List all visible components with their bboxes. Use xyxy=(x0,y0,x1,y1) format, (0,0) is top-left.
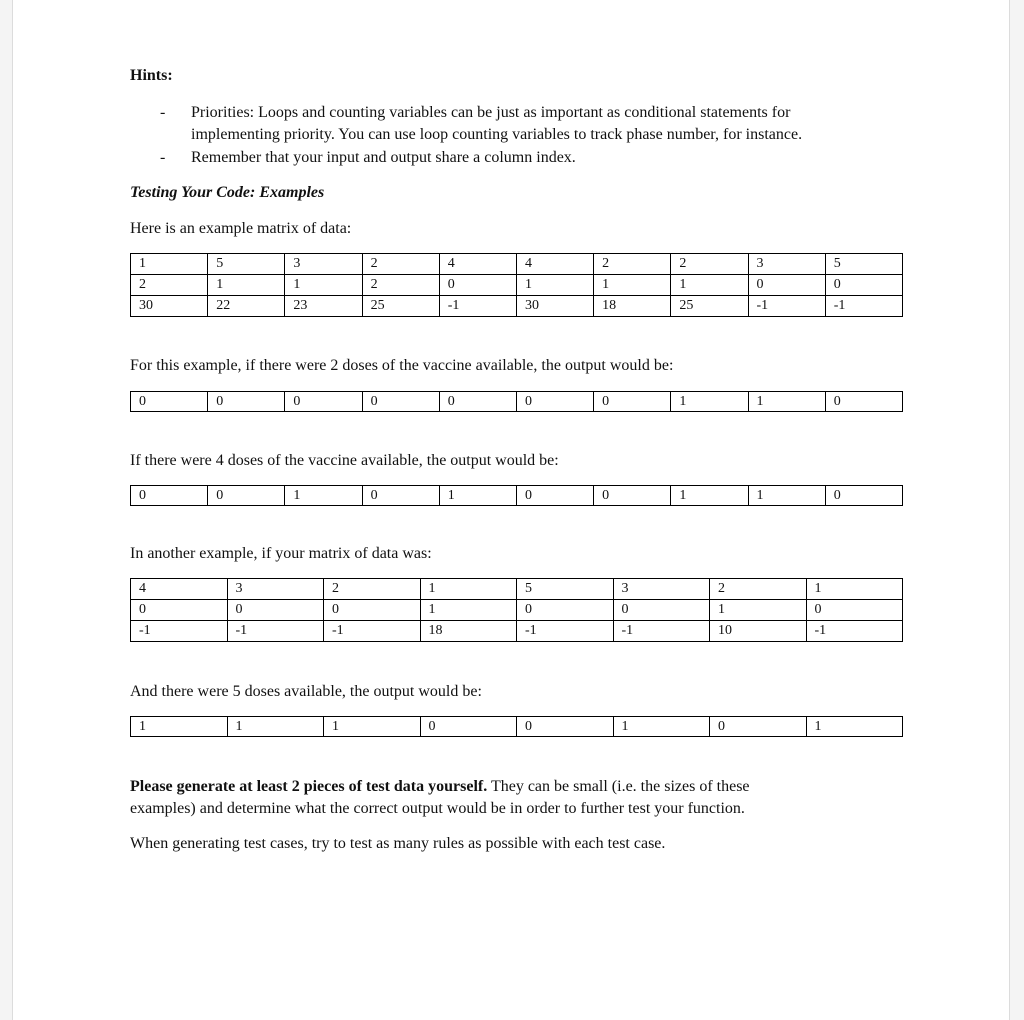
table-cell: 23 xyxy=(285,296,362,317)
table-cell: 1 xyxy=(439,486,516,506)
table-cell: -1 xyxy=(613,621,710,642)
table-cell: 5 xyxy=(208,254,285,275)
table-cell: 0 xyxy=(825,275,902,296)
table-cell: 0 xyxy=(420,717,517,737)
example2-caption-output: And there were 5 doses available, the output would be: xyxy=(130,683,482,700)
table-cell: 2 xyxy=(324,579,421,600)
table-row xyxy=(131,579,903,600)
table-cell: 2 xyxy=(362,275,439,296)
table-cell: 1 xyxy=(420,600,517,621)
table-cell: 0 xyxy=(131,486,208,506)
table-row xyxy=(131,486,903,506)
table-cell: 1 xyxy=(131,717,228,737)
table-cell: 1 xyxy=(594,275,671,296)
table-cell: 0 xyxy=(208,392,285,412)
table-cell: 25 xyxy=(362,296,439,317)
table-cell: 1 xyxy=(671,392,748,412)
table-cell: 3 xyxy=(748,254,825,275)
closing-line2: examples) and determine what the correct output would be in order to further test your function. xyxy=(130,800,745,817)
table-cell: 0 xyxy=(710,717,807,737)
example1-intro: Here is an example matrix of data: xyxy=(130,220,352,237)
closing-line1 xyxy=(130,777,750,797)
example1-output-4-doses-table xyxy=(130,485,903,506)
table-cell: 1 xyxy=(420,579,517,600)
table-cell: 1 xyxy=(208,275,285,296)
example1-caption-4-doses: If there were 4 doses of the vaccine available, the output would be: xyxy=(130,452,559,469)
table-cell: 0 xyxy=(806,600,903,621)
table-cell: 0 xyxy=(613,600,710,621)
table-cell: 1 xyxy=(806,579,903,600)
table-cell: -1 xyxy=(517,621,614,642)
table-cell: 0 xyxy=(131,392,208,412)
table-cell: 2 xyxy=(710,579,807,600)
table-cell: 0 xyxy=(748,275,825,296)
bullet-dash: - xyxy=(160,149,166,166)
table-cell: 18 xyxy=(594,296,671,317)
table-row xyxy=(131,296,903,317)
hints-title: Hints: xyxy=(130,67,173,84)
table-cell: 1 xyxy=(324,717,421,737)
table-cell: 0 xyxy=(825,392,902,412)
table-cell: 0 xyxy=(208,486,285,506)
table-cell: 30 xyxy=(131,296,208,317)
table-cell: 5 xyxy=(825,254,902,275)
table-cell: 2 xyxy=(594,254,671,275)
table-cell: 0 xyxy=(516,486,593,506)
table-cell: 10 xyxy=(710,621,807,642)
table-cell: 0 xyxy=(825,486,902,506)
table-row xyxy=(131,717,903,737)
closing-rest-line1: They can be small (i.e. the sizes of these xyxy=(487,778,750,795)
table-cell: 1 xyxy=(806,717,903,737)
table-cell: -1 xyxy=(227,621,324,642)
table-cell: 0 xyxy=(439,275,516,296)
table-cell: 1 xyxy=(516,275,593,296)
table-row xyxy=(131,275,903,296)
table-cell: 1 xyxy=(748,392,825,412)
example1-caption-2-doses: For this example, if there were 2 doses of the vaccine available, the output would be: xyxy=(130,357,674,374)
section-heading: Testing Your Code: Examples xyxy=(130,184,325,201)
table-cell: -1 xyxy=(439,296,516,317)
table-cell: -1 xyxy=(748,296,825,317)
table-cell: 1 xyxy=(748,486,825,506)
table-cell: 1 xyxy=(613,717,710,737)
table-cell: 0 xyxy=(324,600,421,621)
table-cell: 1 xyxy=(285,275,362,296)
table-cell: 4 xyxy=(131,579,228,600)
table-cell: 22 xyxy=(208,296,285,317)
hint-priorities-line1: Priorities: Loops and counting variables can be just as important as conditional statements for xyxy=(191,104,791,121)
table-cell: 0 xyxy=(517,717,614,737)
table-cell: 1 xyxy=(131,254,208,275)
table-cell: 0 xyxy=(594,392,671,412)
table-cell: -1 xyxy=(825,296,902,317)
example1-output-2-doses-table xyxy=(130,391,903,412)
table-cell: 0 xyxy=(439,392,516,412)
table-cell: 2 xyxy=(671,254,748,275)
table-cell: 30 xyxy=(516,296,593,317)
table-cell: 0 xyxy=(362,486,439,506)
table-cell: -1 xyxy=(131,621,228,642)
table-cell: 5 xyxy=(517,579,614,600)
table-cell: 3 xyxy=(613,579,710,600)
table-cell: 4 xyxy=(439,254,516,275)
example2-caption-matrix: In another example, if your matrix of data was: xyxy=(130,545,432,562)
table-cell: 2 xyxy=(362,254,439,275)
closing-bold-lead: Please generate at least 2 pieces of test data yourself. xyxy=(130,778,488,795)
table-cell: 1 xyxy=(227,717,324,737)
table-cell: 3 xyxy=(285,254,362,275)
bullet-dash: - xyxy=(160,104,166,121)
closing-final: When generating test cases, try to test as many rules as possible with each test case. xyxy=(130,835,666,852)
table-cell: 0 xyxy=(516,392,593,412)
table-cell: 0 xyxy=(517,600,614,621)
example1-matrix-table xyxy=(130,253,903,317)
hint-column-index: Remember that your input and output share a column index. xyxy=(191,149,576,166)
table-row xyxy=(131,392,903,412)
table-cell: 1 xyxy=(710,600,807,621)
table-cell: -1 xyxy=(806,621,903,642)
table-cell: 4 xyxy=(516,254,593,275)
example2-output-table xyxy=(130,716,903,737)
table-row xyxy=(131,621,903,642)
table-cell: 0 xyxy=(362,392,439,412)
table-cell: 1 xyxy=(285,486,362,506)
document-page xyxy=(12,0,1010,1020)
table-row xyxy=(131,600,903,621)
table-cell: 1 xyxy=(671,275,748,296)
table-cell: 0 xyxy=(285,392,362,412)
table-cell: 0 xyxy=(227,600,324,621)
example2-matrix-table xyxy=(130,578,903,642)
table-cell: 0 xyxy=(131,600,228,621)
table-cell: 3 xyxy=(227,579,324,600)
table-row xyxy=(131,254,903,275)
table-cell: -1 xyxy=(324,621,421,642)
table-cell: 18 xyxy=(420,621,517,642)
table-cell: 1 xyxy=(671,486,748,506)
table-cell: 2 xyxy=(131,275,208,296)
hint-priorities-line2: implementing priority. You can use loop counting variables to track phase number, for instance. xyxy=(191,126,803,143)
table-cell: 25 xyxy=(671,296,748,317)
table-cell: 0 xyxy=(594,486,671,506)
